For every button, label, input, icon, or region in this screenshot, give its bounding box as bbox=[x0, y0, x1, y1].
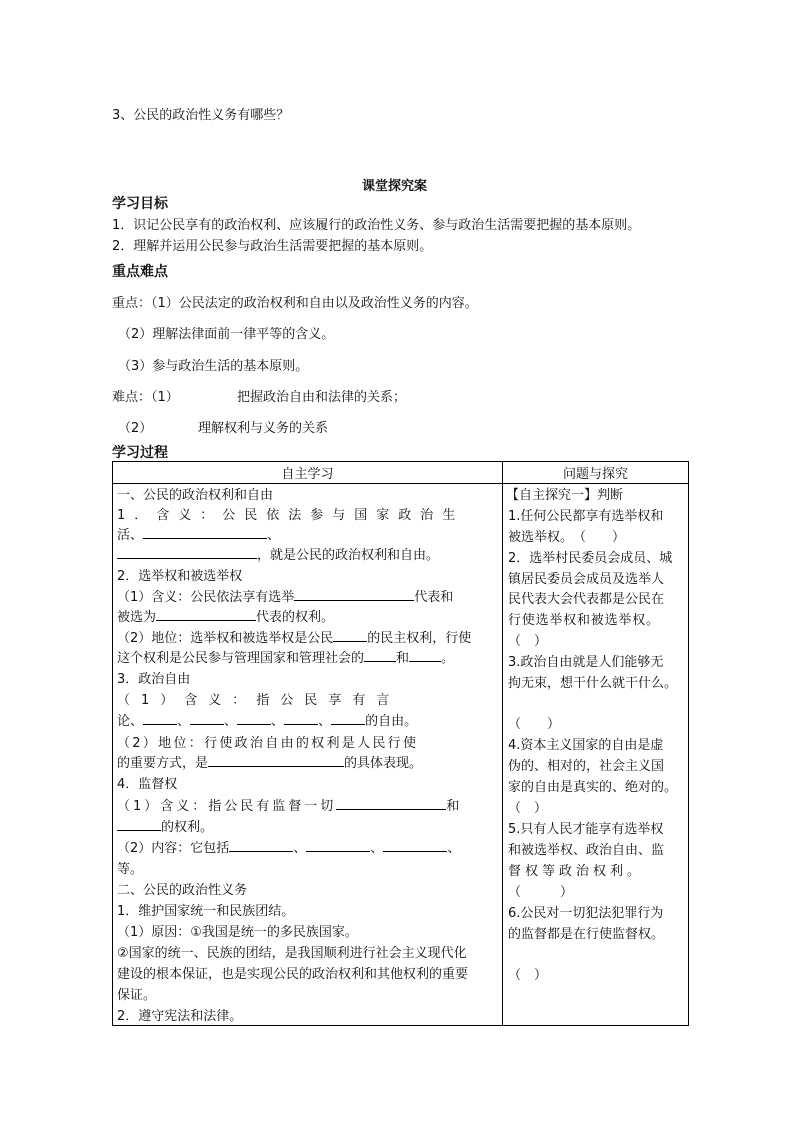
section-title: 课堂探究案 bbox=[362, 179, 428, 194]
election-text-c: 被选为 bbox=[117, 610, 157, 625]
freedom-heading: 3．政治自由 bbox=[117, 672, 191, 687]
blank-field[interactable] bbox=[229, 839, 293, 852]
diff-point-1: 把握政治自由和法律的关系； bbox=[237, 390, 407, 405]
duty-1-heading: 1．维护国家统一和民族团结。 bbox=[117, 904, 295, 919]
blank-field[interactable] bbox=[143, 712, 177, 725]
meaning-line-2 bbox=[117, 526, 280, 545]
judge-4-line-3: 家的自由是真实的、绝对的。 bbox=[508, 780, 678, 795]
supervision-text-c: 的权利。 bbox=[161, 820, 214, 835]
supervision-content-line-2: 等。 bbox=[117, 862, 144, 877]
election-status-line-1 bbox=[117, 629, 471, 648]
key-point-2: （2）理解法律面前一律平等的含义。 bbox=[118, 327, 335, 342]
content-text-a: （2）内容：它包括 bbox=[117, 841, 230, 856]
table-body-row bbox=[113, 484, 689, 1026]
judge-6-line-1: 6.公民对一切犯法犯罪行为 bbox=[508, 906, 664, 921]
judge-1-line-1: 1.任何公民都享有选举权和 bbox=[508, 509, 664, 524]
diff-label: 难点：（1） bbox=[112, 390, 179, 405]
judge-2-line-1: 2．选举村民委员会成员、城 bbox=[508, 551, 673, 566]
objective-item-1: 1．识记公民享有的政治权利、应该履行的政治性义务、参与政治生活需要把握的基本原则。 bbox=[112, 218, 641, 233]
blank-field[interactable] bbox=[143, 526, 267, 539]
freedom-meaning-line-2 bbox=[117, 712, 417, 731]
election-meaning-line-2 bbox=[117, 608, 334, 627]
judge-6-answer: （ ） bbox=[508, 968, 548, 983]
blank-field[interactable] bbox=[156, 608, 256, 621]
supervision-text-a: （1）含义：指公民有监督一切 bbox=[117, 799, 337, 814]
key-point-1 bbox=[112, 292, 478, 311]
col-header-self-study: 自主学习 bbox=[113, 462, 503, 484]
supervision-meaning-line-2 bbox=[117, 818, 213, 837]
freedom-sep: 、 bbox=[224, 714, 238, 729]
duty-1-reason-1: （1）原因：①我国是统一的多民族国家。 bbox=[117, 925, 358, 940]
blank-field[interactable] bbox=[284, 712, 318, 725]
status-text-b: 的民主权利，行使 bbox=[367, 631, 472, 646]
status-text-e: 。 bbox=[441, 651, 455, 666]
blank-field[interactable] bbox=[294, 588, 414, 601]
meaning-text-c: ，就是公民的政治权利和自由。 bbox=[257, 548, 440, 563]
election-text-d: 代表的权利。 bbox=[256, 610, 335, 625]
diff-point-2: 理解权利与义务的关系 bbox=[198, 421, 329, 436]
duty-1-reason-3: 建设的根本保证，也是实现公民的政治权利和其他权利的重要 bbox=[117, 967, 469, 982]
key-point-3: （3）参与政治生活的基本原则。 bbox=[118, 359, 309, 374]
judge-2-line-2: 镇居民委员会成员及选举人 bbox=[508, 572, 665, 587]
supervision-text-b: 和 bbox=[446, 799, 460, 814]
judge-4-line-1: 4.资本主义国家的自由是虚 bbox=[508, 738, 664, 753]
blank-field[interactable] bbox=[190, 712, 224, 725]
judge-4-answer: （ ） bbox=[508, 801, 548, 816]
content-sep: 、 bbox=[447, 841, 461, 856]
supervision-heading: 4．监督权 bbox=[117, 777, 178, 792]
judge-3-line-2: 拘无束，想干什么就干什么。 bbox=[508, 676, 678, 691]
election-meaning-line-1 bbox=[117, 588, 453, 607]
freedom-status-line-1: （2）地位：行使政治自由的权利是人民行使 bbox=[117, 736, 419, 751]
blank-field[interactable] bbox=[117, 546, 257, 559]
blank-field[interactable] bbox=[409, 649, 441, 662]
process-heading: 学习过程 bbox=[112, 445, 168, 461]
duty-1-reason-4: 保证。 bbox=[117, 988, 157, 1003]
status-text-d: 和 bbox=[396, 651, 410, 666]
question-3: 3、公民的政治性义务有哪些？ bbox=[112, 108, 290, 123]
blank-field[interactable] bbox=[336, 797, 446, 810]
freedom-status-a: 的重要方式，是 bbox=[117, 756, 209, 771]
key-label: 重点： bbox=[112, 296, 152, 311]
election-heading: 2．选举权和被选举权 bbox=[117, 569, 243, 584]
judge-5-line-1: 5.只有人民才能享有选举权 bbox=[508, 822, 664, 837]
freedom-sep: 、 bbox=[271, 714, 285, 729]
election-text-a: （1）含义：公民依法享有选举 bbox=[117, 590, 295, 605]
blank-field[interactable] bbox=[117, 818, 161, 831]
judge-6-line-2: 的监督都是在行使监督权。 bbox=[508, 927, 665, 942]
duty-2-heading: 2．遵守宪法和法律。 bbox=[117, 1009, 243, 1024]
col-header-questions: 问题与探究 bbox=[503, 462, 689, 484]
blank-field[interactable] bbox=[383, 839, 447, 852]
content-sep: 、 bbox=[370, 841, 384, 856]
freedom-status-line-2 bbox=[117, 754, 422, 773]
status-text-c: 这个权利是公民参与管理国家和管理社会的 bbox=[117, 651, 365, 666]
freedom-text-end: 的自由。 bbox=[365, 714, 418, 729]
key-point-1-text: （1）公民法定的政治权利和自由以及政治性义务的内容。 bbox=[151, 296, 478, 311]
freedom-text-a: 论、 bbox=[117, 714, 144, 729]
content-sep: 、 bbox=[293, 841, 307, 856]
judge-2-line-4: 行使选举权和被选举权。 bbox=[508, 613, 660, 628]
duty-1-reason-2: ②国家的统一、民族的团结，是我国顺利进行社会主义现代化 bbox=[117, 946, 467, 961]
blank-field[interactable] bbox=[237, 712, 271, 725]
key-points-heading: 重点难点 bbox=[112, 264, 168, 280]
objectives-heading: 学习目标 bbox=[112, 196, 168, 212]
judge-3-answer: （ ） bbox=[508, 717, 561, 732]
judge-4-line-2: 伪的、相对的，社会主义国 bbox=[508, 759, 665, 774]
judge-5-line-2: 和被选举权、政治自由、监 bbox=[508, 843, 665, 858]
meaning-text-a: 活、 bbox=[117, 528, 144, 543]
judge-2-answer: （ ） bbox=[508, 634, 548, 649]
meaning-line-3 bbox=[117, 546, 439, 565]
meaning-line-1: 1．含义：公民依法参与国家政治生 bbox=[117, 508, 465, 523]
freedom-sep: 、 bbox=[177, 714, 191, 729]
election-text-b: 代表和 bbox=[414, 590, 454, 605]
self-study-cell bbox=[113, 484, 503, 1026]
table-header-row bbox=[113, 462, 689, 484]
freedom-sep: 、 bbox=[318, 714, 332, 729]
judge-5-answer: （ ） bbox=[508, 885, 574, 900]
status-text-a: （2）地位：选举权和被选举权是公民 bbox=[117, 631, 334, 646]
part-1-heading: 一、公民的政治权利和自由 bbox=[117, 488, 274, 503]
diff-point-2-num: （2） bbox=[118, 421, 153, 436]
blank-field[interactable] bbox=[331, 712, 365, 725]
blank-field[interactable] bbox=[208, 754, 344, 767]
blank-field[interactable] bbox=[333, 629, 367, 642]
freedom-meaning-line-1: （1）含义：指公民享有言 bbox=[117, 693, 401, 708]
freedom-status-b: 的具体表现。 bbox=[344, 756, 423, 771]
objective-item-2: 2．理解并运用公民参与政治生活需要把握的基本原则。 bbox=[112, 239, 433, 254]
election-status-line-2 bbox=[117, 649, 454, 668]
supervision-meaning-line-1 bbox=[117, 797, 459, 816]
process-table bbox=[112, 461, 689, 1026]
blank-field[interactable] bbox=[306, 839, 370, 852]
meaning-text-b: 、 bbox=[267, 528, 281, 543]
questions-cell bbox=[503, 484, 689, 1026]
explore-heading: 【自主探究一】判断 bbox=[506, 488, 624, 503]
judge-2-line-3: 民代表大会代表都是公民在 bbox=[508, 592, 665, 607]
judge-3-line-1: 3.政治自由就是人们能够无 bbox=[508, 655, 664, 670]
blank-field[interactable] bbox=[364, 649, 396, 662]
part-2-heading: 二、公民的政治性义务 bbox=[117, 883, 248, 898]
judge-5-line-3: 督权等政治权利。 bbox=[508, 864, 645, 879]
judge-1-line-2: 被选举权。 （ ） bbox=[508, 530, 626, 545]
supervision-content-line-1 bbox=[117, 839, 460, 858]
